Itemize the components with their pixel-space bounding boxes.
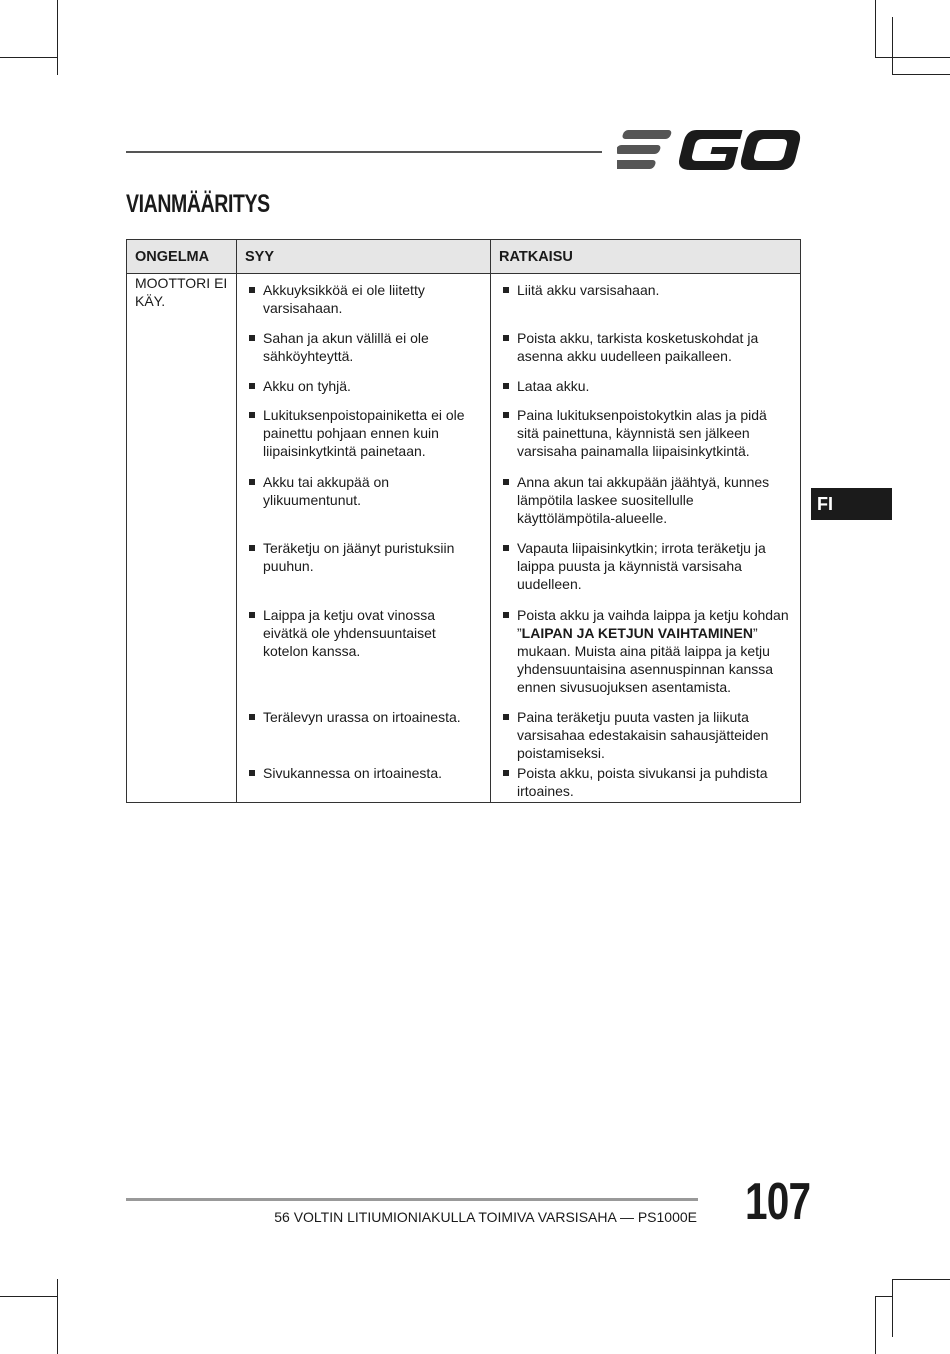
page-number: 107 [745, 1173, 811, 1231]
cause-item: Sivukannessa on irtoainesta. [247, 764, 482, 802]
crop-mark [875, 1296, 893, 1297]
solution-text: Poista akku ja vaihda laippa ja ketju kohdan ” [517, 607, 789, 641]
cause-item: Akku tai akkupää on ylikuumentunut. [247, 473, 482, 539]
solution-item: Paina teräketju puuta vasten ja liikuta varsisahaa edestakaisin sahausjätteiden poistamiseksi. [501, 708, 792, 764]
section-reference: LAIPAN JA KETJUN VAIHTAMINEN [521, 625, 753, 641]
table-row [127, 274, 801, 803]
column-header: SYY [237, 240, 491, 274]
crop-mark [892, 1279, 893, 1337]
problem-text: MOOTTORI EI KÄY. [135, 275, 228, 309]
solution-item: Poista akku, tarkista kosketuskohdat ja asenna akku uudelleen paikalleen. [501, 329, 792, 377]
cause-item: Akkuyksikköä ei ole liitetty varsisahaan. [247, 281, 482, 329]
cause-item: Sahan ja akun välillä ei ole sähköyhteyttä. [247, 329, 482, 377]
crop-mark [875, 1296, 876, 1354]
solution-item: Vapauta liipaisinkytkin; irrota teräketju ja laippa puusta ja käynnistä varsisaha uudelleen. [501, 539, 792, 606]
solution-item: Liitä akku varsisahaan. [501, 281, 792, 329]
language-tab: FI [811, 488, 892, 520]
solution-cell [491, 274, 801, 803]
crop-mark [0, 57, 58, 58]
page-title: VIANMÄÄRITYS [126, 190, 270, 218]
crop-mark [892, 1279, 950, 1280]
crop-mark [892, 74, 950, 75]
cause-item: Lukituksenpoistopainiketta ei ole painettu pohjaan ennen kuin liipaisinkytkintä painetaan. [247, 406, 482, 473]
crop-mark [57, 0, 58, 75]
header-rule [126, 151, 602, 153]
crop-mark [0, 1296, 58, 1297]
ego-logo [617, 128, 801, 172]
solution-item: Lataa akku. [501, 377, 792, 406]
cause-cell [237, 274, 491, 803]
footer-product-title: 56 VOLTIN LITIUMIONIAKULLA TOIMIVA VARSISAHA — PS1000E [274, 1209, 697, 1225]
cause-item: Teräketju on jäänyt puristuksiin puuhun. [247, 539, 482, 606]
solution-item: Paina lukituksenpoistokytkin alas ja pidä sitä painettuna, käynnistä sen jälkeen varsisaha painamalla liipaisinkytkintä. [501, 406, 792, 473]
solution-item: Anna akun tai akkupään jäähtyä, kunnes lämpötila laskee suositellulle käyttölämpötila-alueelle. [501, 473, 792, 539]
solution-item: Poista akku, poista sivukansi ja puhdista irtoaines. [501, 764, 792, 802]
solution-text: ” mukaan. Muista aina pitää laippa ja ketju yhdensuuntaisina asennuspinnan kanssa ennen sivusuojuksen asentamista. [517, 625, 774, 695]
cause-item: Terälevyn urassa on irtoainesta. [247, 708, 482, 764]
crop-mark [57, 1279, 58, 1354]
column-header: RATKAISU [491, 240, 801, 274]
cause-item: Akku on tyhjä. [247, 377, 482, 406]
crop-mark [875, 57, 950, 58]
cause-item: Laippa ja ketju ovat vinossa eivätkä ole yhdensuuntaiset kotelon kanssa. [247, 606, 482, 708]
column-header: ONGELMA [127, 240, 237, 274]
solution-item [501, 606, 792, 708]
crop-mark [892, 17, 893, 75]
footer-rule [126, 1198, 698, 1201]
troubleshooting-table [126, 239, 801, 803]
problem-cell [127, 274, 237, 803]
crop-mark [875, 0, 876, 58]
table-header-row [127, 240, 801, 274]
